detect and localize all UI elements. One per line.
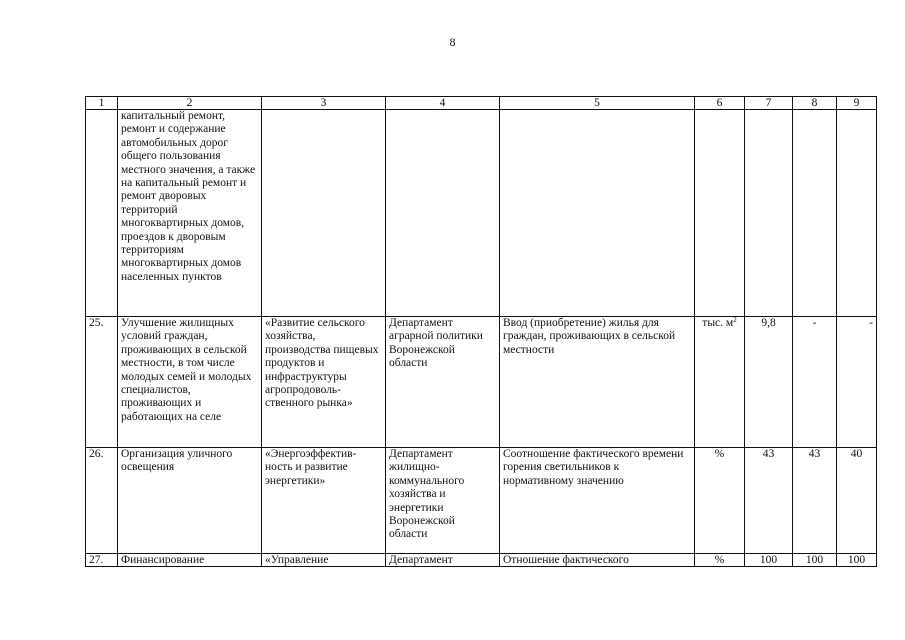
value-col9: 100 bbox=[837, 554, 877, 567]
program-name bbox=[262, 110, 386, 317]
table-row bbox=[86, 317, 877, 448]
table-row bbox=[86, 554, 877, 567]
header-cell: 7 bbox=[745, 97, 793, 110]
header-cell: 4 bbox=[386, 97, 500, 110]
value-col8: - bbox=[793, 317, 837, 448]
value-col7: 43 bbox=[745, 448, 793, 554]
value-col9: - bbox=[837, 317, 877, 448]
indicator-name: Организация уличного освещения bbox=[118, 448, 262, 554]
unit: % bbox=[714, 554, 725, 566]
row-number bbox=[86, 110, 118, 317]
row-number: 25. bbox=[86, 317, 118, 448]
indicator-name: Улучшение жилищных условий граждан, проживающих в сельской местности, в том числе молодых семей и молодых специалистов, проживающих и работающих на селе bbox=[118, 317, 262, 448]
executor-name: Департамент bbox=[386, 554, 500, 567]
program-name: «Энергоэффектив-ность и развитие энергетики» bbox=[262, 448, 386, 554]
target-description bbox=[500, 110, 695, 317]
header-cell: 8 bbox=[793, 97, 837, 110]
value-col8 bbox=[793, 110, 837, 317]
row-number: 26. bbox=[86, 448, 118, 554]
row-number: 27. bbox=[86, 554, 118, 567]
header-cell: 6 bbox=[695, 97, 745, 110]
value-col9: 40 bbox=[837, 448, 877, 554]
executor-name: Департамент жилищно-коммунального хозяйства и энергетики Воронежской области bbox=[386, 448, 500, 554]
value-col7 bbox=[745, 110, 793, 317]
program-name: «Развитие сельского хозяйства, производства пищевых продуктов и инфраструктуры агропродоволь-ственного рынка» bbox=[262, 317, 386, 448]
unit-cell bbox=[695, 448, 745, 554]
page-number: 8 bbox=[449, 35, 456, 49]
unit: тыс. м bbox=[702, 317, 734, 329]
unit-cell bbox=[695, 110, 745, 317]
target-description: Соотношение фактического времени горения светильников к нормативному значению bbox=[500, 448, 695, 554]
table-row bbox=[86, 110, 877, 317]
header-cell: 5 bbox=[500, 97, 695, 110]
value-col8: 43 bbox=[793, 448, 837, 554]
unit: % bbox=[714, 448, 725, 460]
executor-name: Департамент аграрной политики Воронежской области bbox=[386, 317, 500, 448]
unit-cell bbox=[695, 317, 745, 448]
value-col7: 9,8 bbox=[745, 317, 793, 448]
value-col8: 100 bbox=[793, 554, 837, 567]
indicator-name: капитальный ремонт, ремонт и содержание автомобильных дорог общего пользования местного значения, а также на капитальный ремонт и ремонт дворовых территорий многоквартирных домов, проездов к дворовым территориям многоквартирных домов населенных пунктов bbox=[118, 110, 262, 317]
value-col7: 100 bbox=[745, 554, 793, 567]
unit-cell bbox=[695, 554, 745, 567]
target-description: Ввод (приобретение) жилья для граждан, проживающих в сельской местности bbox=[500, 317, 695, 448]
header-cell: 1 bbox=[86, 97, 118, 110]
target-description: Отношение фактического bbox=[500, 554, 695, 567]
indicator-name: Финансирование bbox=[118, 554, 262, 567]
header-cell: 3 bbox=[262, 97, 386, 110]
unit-superscript: 2 bbox=[733, 316, 737, 324]
header-cell: 2 bbox=[118, 97, 262, 110]
indicator-table bbox=[85, 96, 877, 567]
header-cell: 9 bbox=[837, 97, 877, 110]
executor-name bbox=[386, 110, 500, 317]
value-col9 bbox=[837, 110, 877, 317]
table-header-row bbox=[86, 97, 877, 110]
program-name: «Управление bbox=[262, 554, 386, 567]
table-row bbox=[86, 448, 877, 554]
